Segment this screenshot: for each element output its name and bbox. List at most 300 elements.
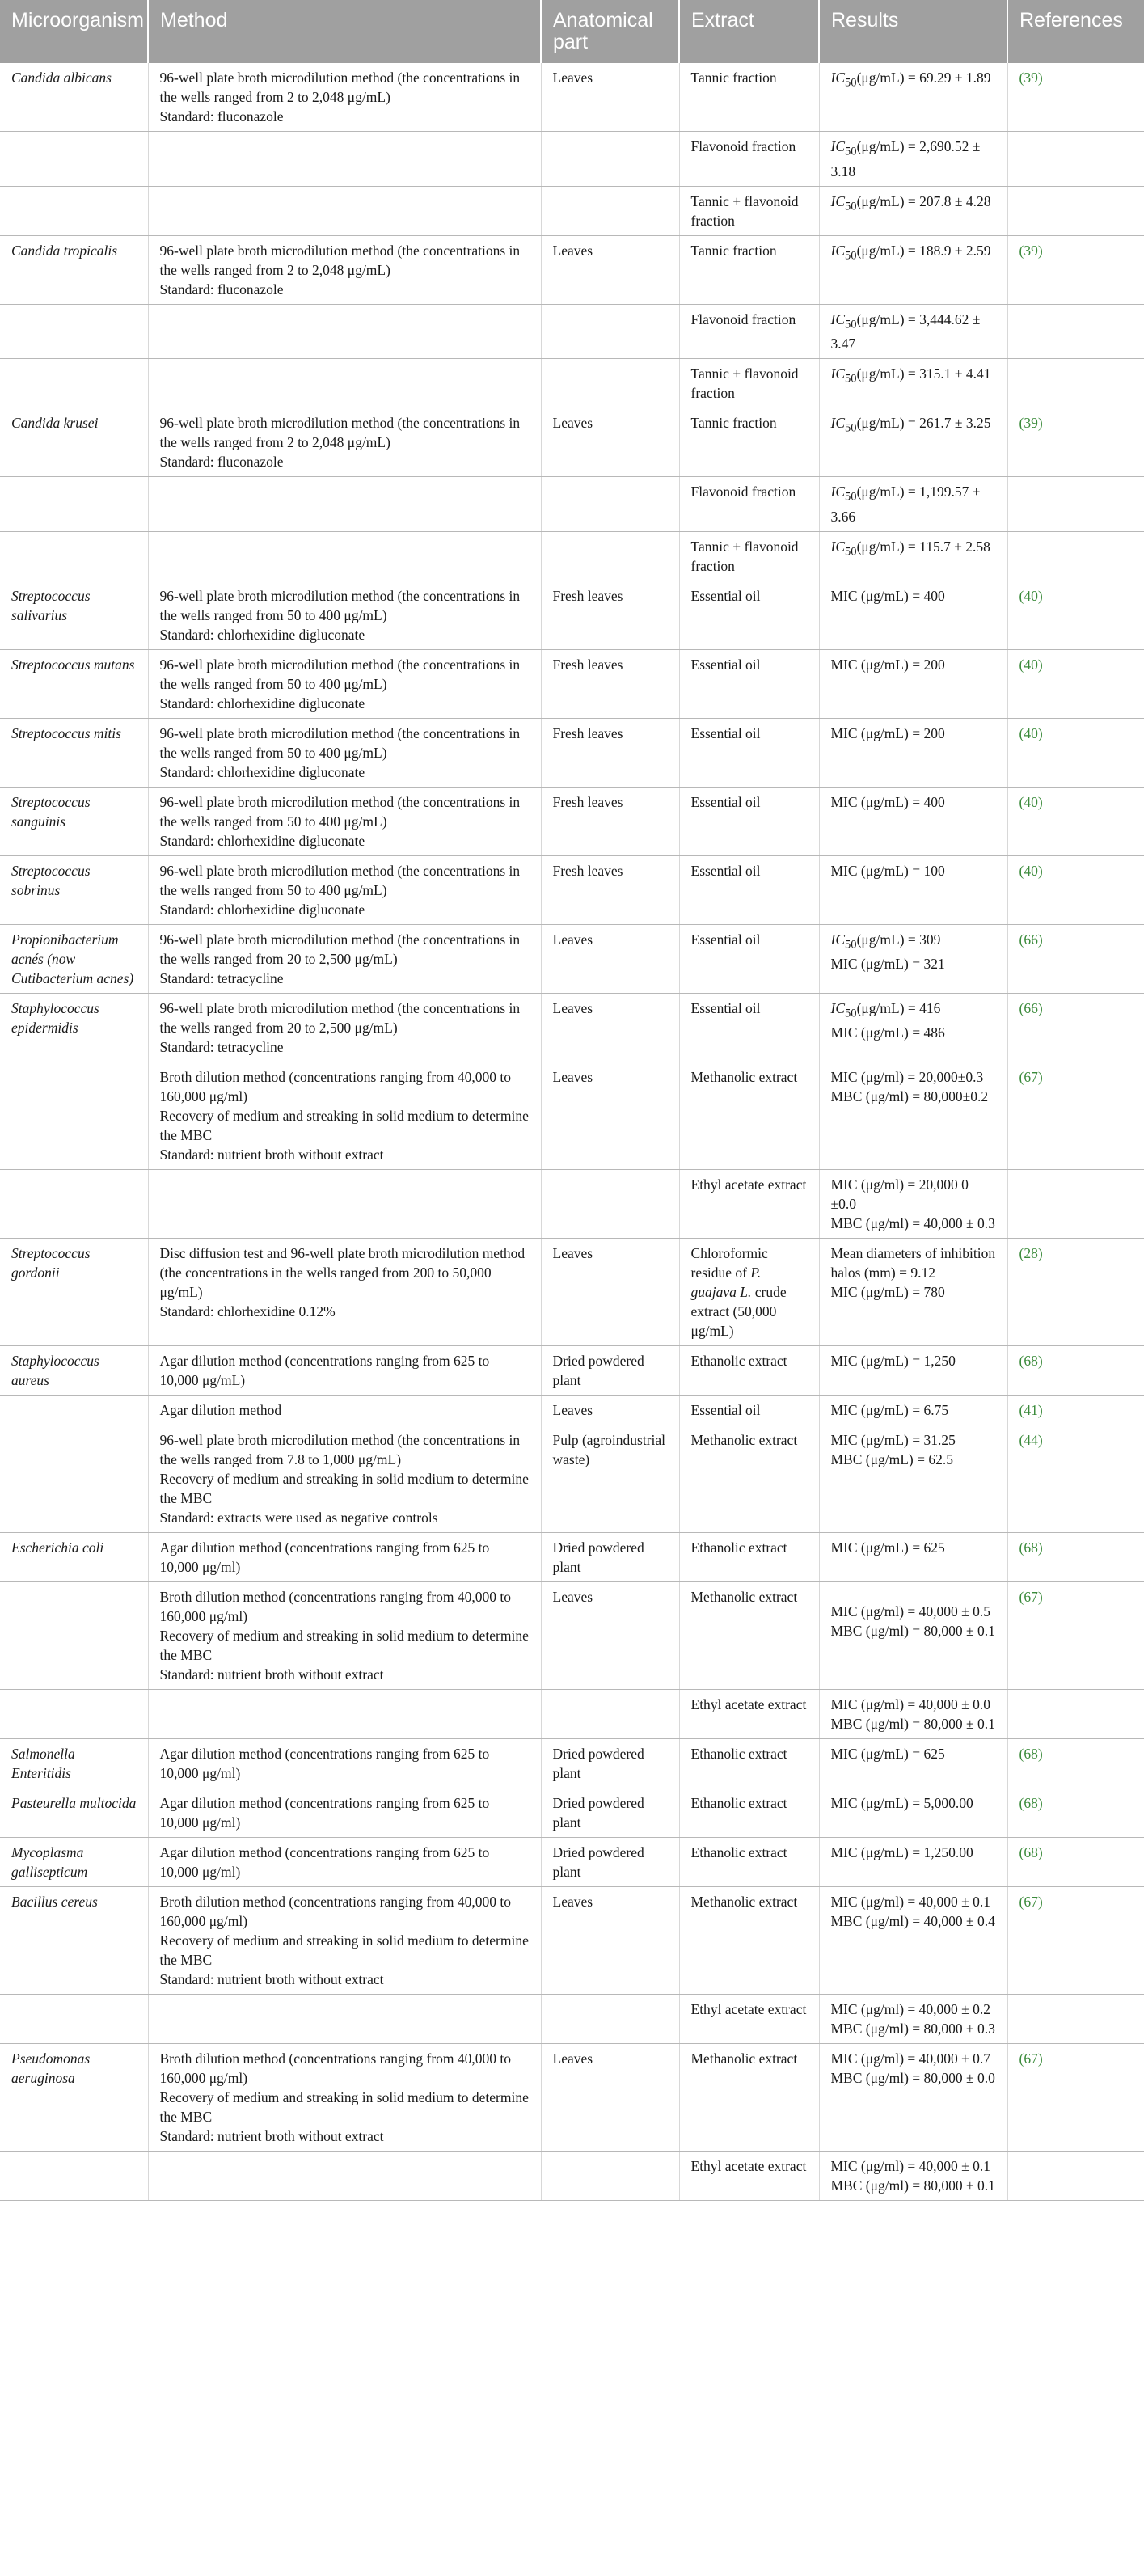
cell-results: [819, 477, 1007, 532]
cell-results: [819, 186, 1007, 235]
result-line: [831, 1602, 998, 1621]
cell-reference: [1007, 304, 1144, 359]
result-value: MBC (μg/ml) = 40,000 ± 0.3: [830, 1214, 995, 1231]
result-value: (μg/mL) = 261.7 ± 3.25: [856, 415, 991, 431]
cell-method: Disc diffusion test and 96-well plate broth microdilution method (the concentrations in the wells ranged from 200 to 50,000 μg/mL) Standard: chlorhexidine 0.12%: [148, 1238, 541, 1345]
result-line: [831, 861, 998, 880]
cell-microorganism: Streptococcus salivarius: [0, 581, 148, 649]
cell-microorganism: [0, 304, 148, 359]
cell-results: [819, 1788, 1007, 1837]
cell-results: [819, 1425, 1007, 1532]
cell-extract: Flavonoid fraction: [679, 132, 819, 187]
cell-method: 96-well plate broth microdilution method (the concentrations in the wells ranged from 2 to 2,048 μg/mL) Standard: fluconazole: [148, 63, 541, 132]
reference-link[interactable]: (68): [1007, 1837, 1144, 1886]
cell-extract: Tannic + flavonoid fraction: [679, 531, 819, 581]
table-row: [0, 1169, 1144, 1238]
cell-results: [819, 132, 1007, 187]
result-value: MBC (μg/ml) = 40,000 ± 0.4: [830, 1912, 995, 1929]
cell-microorganism: [0, 1425, 148, 1532]
cell-results: [819, 787, 1007, 855]
result-line: [831, 1538, 998, 1557]
cell-microorganism: Candida albicans: [0, 63, 148, 132]
ic50-symbol: IC: [830, 310, 845, 327]
cell-results: [819, 359, 1007, 408]
result-value: MIC (μg/mL) = 100: [830, 862, 945, 879]
reference-link[interactable]: (40): [1007, 649, 1144, 718]
cell-results: [819, 581, 1007, 649]
cell-extract: Essential oil: [679, 855, 819, 924]
cell-microorganism: [0, 1062, 148, 1169]
cell-microorganism: Streptococcus mutans: [0, 649, 148, 718]
cell-microorganism: [0, 531, 148, 581]
cell-anatomical-part: Leaves: [541, 1395, 679, 1425]
table-row: [0, 1238, 1144, 1345]
cell-extract: Methanolic extract: [679, 1062, 819, 1169]
cell-microorganism: Streptococcus gordonii: [0, 1238, 148, 1345]
cell-reference: [1007, 186, 1144, 235]
cell-method: 96-well plate broth microdilution method (the concentrations in the wells ranged from 2 to 2,048 μg/mL) Standard: fluconazole: [148, 408, 541, 477]
result-line: [831, 655, 998, 674]
reference-link[interactable]: (40): [1007, 787, 1144, 855]
ic50-subscript: 50: [845, 1007, 857, 1020]
result-line: [831, 792, 998, 812]
result-value: MIC (μg/mL) = 780: [830, 1283, 945, 1300]
cell-extract: Ethyl acetate extract: [679, 1169, 819, 1238]
reference-link[interactable]: (68): [1007, 1738, 1144, 1788]
cell-extract: Essential oil: [679, 718, 819, 787]
result-line: [831, 1400, 998, 1420]
cell-reference: [1007, 531, 1144, 581]
result-value: MIC (μg/ml) = 40,000 ± 0.1: [830, 1893, 991, 1910]
cell-method: [148, 477, 541, 532]
result-value: (μg/mL) = 115.7 ± 2.58: [856, 538, 990, 555]
cell-extract: Ethanolic extract: [679, 1788, 819, 1837]
ic50-symbol: IC: [830, 999, 845, 1016]
cell-extract: Tannic + flavonoid fraction: [679, 359, 819, 408]
cell-anatomical-part: Dried powdered plant: [541, 1532, 679, 1581]
result-line: [831, 2068, 998, 2088]
result-line: [831, 1621, 998, 1641]
cell-results: [819, 1395, 1007, 1425]
result-line: [831, 1892, 998, 1911]
table-header-row: [0, 0, 1144, 63]
cell-extract: Ethyl acetate extract: [679, 2151, 819, 2200]
cell-results: [819, 235, 1007, 304]
cell-microorganism: Streptococcus mitis: [0, 718, 148, 787]
cell-results: [819, 649, 1007, 718]
cell-method: 96-well plate broth microdilution method (the concentrations in the wells ranged from 50 to 400 μg/mL) Standard: chlorhexidine digluconate: [148, 718, 541, 787]
result-value: MIC (μg/mL) = 625: [830, 1539, 945, 1556]
cell-results: [819, 1062, 1007, 1169]
table-body: [0, 63, 1144, 2200]
table-row: [0, 1062, 1144, 1169]
table-row: [0, 993, 1144, 1062]
cell-extract: Flavonoid fraction: [679, 477, 819, 532]
result-value: MIC (μg/mL) = 5,000.00: [830, 1794, 973, 1811]
cell-anatomical-part: Leaves: [541, 924, 679, 993]
table-row: [0, 304, 1144, 359]
cell-method: 96-well plate broth microdilution method (the concentrations in the wells ranged from 50 to 400 μg/mL) Standard: chlorhexidine digluconate: [148, 787, 541, 855]
cell-reference: [1007, 477, 1144, 532]
table-row: [0, 235, 1144, 304]
cell-anatomical-part: Leaves: [541, 235, 679, 304]
cell-results: [819, 63, 1007, 132]
cell-anatomical-part: Leaves: [541, 408, 679, 477]
result-value: (μg/mL) = 416: [856, 999, 941, 1016]
cell-results: [819, 1345, 1007, 1395]
reference-link[interactable]: (66): [1007, 993, 1144, 1062]
ic50-symbol: IC: [830, 538, 845, 555]
cell-extract: Ethyl acetate extract: [679, 1994, 819, 2043]
cell-reference: [1007, 359, 1144, 408]
cell-method: 96-well plate broth microdilution method (the concentrations in the wells ranged from 20 to 2,500 μg/mL) Standard: tetracycline: [148, 993, 541, 1062]
result-value: MIC (μg/mL) = 321: [830, 956, 945, 972]
cell-microorganism: [0, 1994, 148, 2043]
cell-anatomical-part: [541, 531, 679, 581]
cell-method: 96-well plate broth microdilution method (the concentrations in the wells ranged from 20 to 2,500 μg/mL) Standard: tetracycline: [148, 924, 541, 993]
result-line: [831, 1282, 998, 1302]
cell-results: [819, 993, 1007, 1062]
result-line: [831, 1351, 998, 1370]
cell-anatomical-part: Dried powdered plant: [541, 1837, 679, 1886]
ic50-symbol: IC: [830, 192, 845, 209]
result-line: [831, 537, 998, 562]
cell-anatomical-part: [541, 1994, 679, 2043]
result-value: (μg/mL) = 69.29 ± 1.89: [856, 70, 991, 86]
result-value: MIC (μg/mL) = 200: [830, 724, 945, 741]
cell-method: 96-well plate broth microdilution method (the concentrations in the wells ranged from 50 to 400 μg/mL) Standard: chlorhexidine digluconate: [148, 855, 541, 924]
cell-anatomical-part: Fresh leaves: [541, 718, 679, 787]
reference-link[interactable]: (39): [1007, 63, 1144, 132]
cell-reference: [1007, 2151, 1144, 2200]
ic50-symbol: IC: [830, 931, 845, 948]
result-line: [831, 68, 998, 93]
table-row: [0, 787, 1144, 855]
ic50-subscript: 50: [845, 145, 857, 158]
cell-extract: Essential oil: [679, 1395, 819, 1425]
cell-method: [148, 132, 541, 187]
cell-method: Agar dilution method (concentrations ranging from 625 to 10,000 μg/ml): [148, 1738, 541, 1788]
cell-microorganism: Propionibacterium acnés (now Cutibacterium acnes): [0, 924, 148, 993]
ic50-subscript: 50: [845, 249, 857, 262]
cell-anatomical-part: Leaves: [541, 2043, 679, 2151]
ic50-subscript: 50: [845, 76, 857, 90]
header-extract: Extract: [679, 0, 819, 63]
cell-extract: Flavonoid fraction: [679, 304, 819, 359]
result-value: MIC (μg/ml) = 40,000 ± 0.5: [830, 1603, 991, 1620]
cell-extract: Methanolic extract: [679, 1886, 819, 1994]
result-line: [831, 724, 998, 743]
result-line: [831, 930, 998, 955]
result-line: [831, 310, 998, 354]
cell-extract: Tannic fraction: [679, 235, 819, 304]
result-value: MBC (μg/ml) = 80,000 ± 0.1: [830, 1622, 995, 1639]
table-row: [0, 1581, 1144, 1689]
reference-link[interactable]: (44): [1007, 1425, 1144, 1532]
result-value: MIC (μg/mL) = 625: [830, 1745, 945, 1762]
cell-method: Broth dilution method (concentrations ranging from 40,000 to 160,000 μg/ml) Recovery of medium and streaking in solid medium to determine the MBC Standard: nutrient broth without extract: [148, 1886, 541, 1994]
cell-anatomical-part: [541, 186, 679, 235]
table-row: [0, 408, 1144, 477]
cell-microorganism: [0, 1581, 148, 1689]
result-value: MBC (μg/ml) = 80,000 ± 0.3: [830, 2020, 995, 2037]
table-row: [0, 855, 1144, 924]
ic50-subscript: 50: [845, 318, 857, 331]
cell-microorganism: Candida tropicalis: [0, 235, 148, 304]
cell-results: [819, 924, 1007, 993]
result-line: [831, 2000, 998, 2019]
result-value: (μg/mL) = 3,444.62 ± 3.47: [830, 310, 981, 352]
reference-link[interactable]: (40): [1007, 855, 1144, 924]
extract-species-name: P. guajava L.: [690, 1264, 762, 1300]
table-row: [0, 477, 1144, 532]
cell-results: [819, 1238, 1007, 1345]
cell-microorganism: Pasteurella multocida: [0, 1788, 148, 1837]
reference-link[interactable]: (67): [1007, 1062, 1144, 1169]
table-row: [0, 1345, 1144, 1395]
cell-method: Agar dilution method (concentrations ranging from 625 to 10,000 μg/ml): [148, 1788, 541, 1837]
table-row: [0, 581, 1144, 649]
ic50-symbol: IC: [830, 138, 845, 154]
cell-extract: Ethanolic extract: [679, 1738, 819, 1788]
cell-anatomical-part: [541, 132, 679, 187]
table-row: [0, 1532, 1144, 1581]
ic50-subscript: 50: [845, 938, 857, 951]
cell-anatomical-part: Fresh leaves: [541, 649, 679, 718]
cell-microorganism: Streptococcus sanguinis: [0, 787, 148, 855]
result-value: MIC (μg/ml) = 40,000 ± 0.7: [830, 2050, 991, 2067]
cell-method: Broth dilution method (concentrations ranging from 40,000 to 160,000 μg/ml) Recovery of medium and streaking in solid medium to determine the MBC Standard: nutrient broth without extract: [148, 1581, 541, 1689]
cell-extract: Tannic fraction: [679, 408, 819, 477]
cell-microorganism: Staphylococcus aureus: [0, 1345, 148, 1395]
cell-reference: [1007, 1169, 1144, 1238]
result-line: [831, 1695, 998, 1714]
header-anatomical-part: Anatomical part: [541, 0, 679, 63]
cell-microorganism: [0, 186, 148, 235]
table-row: [0, 1788, 1144, 1837]
table-row: [0, 359, 1144, 408]
ic50-subscript: 50: [845, 421, 857, 435]
header-method: Method: [148, 0, 541, 63]
reference-link[interactable]: (39): [1007, 408, 1144, 477]
cell-results: [819, 1581, 1007, 1689]
ic50-symbol: IC: [830, 484, 845, 500]
reference-link[interactable]: (40): [1007, 718, 1144, 787]
cell-anatomical-part: [541, 359, 679, 408]
reference-link[interactable]: (39): [1007, 235, 1144, 304]
cell-results: [819, 2151, 1007, 2200]
result-value: MIC (μg/mL) = 400: [830, 793, 945, 810]
cell-results: [819, 1994, 1007, 2043]
cell-method: [148, 1169, 541, 1238]
cell-results: [819, 531, 1007, 581]
cell-microorganism: [0, 1689, 148, 1738]
cell-microorganism: Candida krusei: [0, 408, 148, 477]
header-results: Results: [819, 0, 1007, 63]
cell-extract: Methanolic extract: [679, 2043, 819, 2151]
reference-link[interactable]: (66): [1007, 924, 1144, 993]
cell-extract: Essential oil: [679, 787, 819, 855]
result-value: MIC (μg/mL) = 400: [830, 587, 945, 604]
result-line: [831, 413, 998, 438]
cell-anatomical-part: Fresh leaves: [541, 787, 679, 855]
ic50-subscript: 50: [845, 490, 857, 504]
table-row: [0, 649, 1144, 718]
result-value: MIC (μg/ml) = 40,000 ± 0.2: [830, 2000, 991, 2017]
cell-anatomical-part: Leaves: [541, 1581, 679, 1689]
result-value: MIC (μg/mL) = 200: [830, 656, 945, 673]
cell-microorganism: Streptococcus sobrinus: [0, 855, 148, 924]
cell-results: [819, 1886, 1007, 1994]
ic50-subscript: 50: [845, 372, 857, 386]
reference-link[interactable]: (67): [1007, 2043, 1144, 2151]
result-line: [831, 2049, 998, 2068]
table-row: [0, 2151, 1144, 2200]
table-row: [0, 63, 1144, 132]
result-value: MIC (μg/mL) = 1,250.00: [830, 1843, 973, 1860]
cell-extract: Tannic + flavonoid fraction: [679, 186, 819, 235]
cell-anatomical-part: Dried powdered plant: [541, 1738, 679, 1788]
cell-method: Broth dilution method (concentrations ranging from 40,000 to 160,000 μg/ml) Recovery of medium and streaking in solid medium to determine the MBC Standard: nutrient broth without extract: [148, 2043, 541, 2151]
table-row: [0, 186, 1144, 235]
result-line: [831, 1714, 998, 1734]
cell-reference: [1007, 1994, 1144, 2043]
reference-link[interactable]: (67): [1007, 1581, 1144, 1689]
table-row: [0, 924, 1144, 993]
cell-microorganism: [0, 1395, 148, 1425]
result-line: [831, 1244, 998, 1282]
cell-results: [819, 304, 1007, 359]
ic50-symbol: IC: [830, 242, 845, 259]
cell-extract: Methanolic extract: [679, 1425, 819, 1532]
result-line: [831, 482, 998, 526]
result-line: [831, 1744, 998, 1763]
ic50-subscript: 50: [845, 545, 857, 558]
cell-anatomical-part: [541, 304, 679, 359]
cell-anatomical-part: Fresh leaves: [541, 581, 679, 649]
result-line: [831, 1023, 998, 1042]
ic50-subscript: 50: [845, 200, 857, 213]
cell-method: [148, 1689, 541, 1738]
result-value: (μg/mL) = 207.8 ± 4.28: [856, 192, 991, 209]
cell-method: 96-well plate broth microdilution method (the concentrations in the wells ranged from 7.8 to 1,000 μg/mL) Recovery of medium and streaking in solid medium to determine the MBC Standard: extracts were used as negative controls: [148, 1425, 541, 1532]
result-value: (μg/mL) = 309: [856, 931, 941, 948]
reference-link[interactable]: (68): [1007, 1788, 1144, 1837]
reference-link[interactable]: (68): [1007, 1532, 1144, 1581]
cell-microorganism: Staphylococcus epidermidis: [0, 993, 148, 1062]
table-row: [0, 1837, 1144, 1886]
cell-anatomical-part: [541, 1169, 679, 1238]
cell-method: [148, 1994, 541, 2043]
cell-reference: [1007, 1689, 1144, 1738]
result-line: [831, 1087, 998, 1106]
extract-text-post: crude extract (50,000 μg/mL): [690, 1283, 787, 1339]
cell-anatomical-part: Leaves: [541, 1238, 679, 1345]
reference-link[interactable]: (68): [1007, 1345, 1144, 1395]
result-value: MIC (μg/mL) = 1,250: [830, 1352, 956, 1369]
result-value: Mean diameters of inhibition halos (mm) = 9.12: [830, 1244, 996, 1281]
result-line: [831, 1067, 998, 1087]
cell-microorganism: Pseudomonas aeruginosa: [0, 2043, 148, 2151]
cell-method: [148, 304, 541, 359]
cell-method: Agar dilution method (concentrations ranging from 625 to 10,000 μg/mL): [148, 1345, 541, 1395]
cell-microorganism: Escherichia coli: [0, 1532, 148, 1581]
result-value: MIC (μg/mL) = 6.75: [830, 1401, 949, 1418]
result-value: (μg/mL) = 188.9 ± 2.59: [856, 242, 991, 259]
result-line: [831, 1843, 998, 1862]
cell-anatomical-part: Pulp (agroindustrial waste): [541, 1425, 679, 1532]
result-line: [831, 1911, 998, 1931]
extract-text-pre: Chloroformic residue of: [690, 1244, 768, 1281]
result-value: (μg/mL) = 2,690.52 ± 3.18: [830, 138, 981, 179]
cell-microorganism: [0, 477, 148, 532]
cell-method: [148, 359, 541, 408]
cell-anatomical-part: Leaves: [541, 1062, 679, 1169]
reference-link[interactable]: (28): [1007, 1238, 1144, 1345]
cell-extract: Ethanolic extract: [679, 1532, 819, 1581]
cell-method: Agar dilution method (concentrations ranging from 625 to 10,000 μg/ml): [148, 1837, 541, 1886]
cell-microorganism: [0, 2151, 148, 2200]
table-row: [0, 531, 1144, 581]
cell-reference: [1007, 132, 1144, 187]
ic50-symbol: IC: [830, 365, 845, 382]
cell-extract: Essential oil: [679, 581, 819, 649]
result-line: [831, 2019, 998, 2038]
cell-microorganism: [0, 359, 148, 408]
result-line: [831, 1450, 998, 1469]
cell-extract: Essential oil: [679, 993, 819, 1062]
table-row: [0, 132, 1144, 187]
result-value: MIC (μg/ml) = 40,000 ± 0.0: [830, 1696, 991, 1712]
cell-method: [148, 186, 541, 235]
cell-method: 96-well plate broth microdilution method (the concentrations in the wells ranged from 50 to 400 μg/mL) Standard: chlorhexidine digluconate: [148, 649, 541, 718]
table-row: [0, 718, 1144, 787]
cell-anatomical-part: [541, 1689, 679, 1738]
cell-anatomical-part: [541, 477, 679, 532]
ic50-symbol: IC: [830, 415, 845, 431]
cell-results: [819, 2043, 1007, 2151]
reference-link[interactable]: (41): [1007, 1395, 1144, 1425]
cell-results: [819, 1169, 1007, 1238]
cell-method: 96-well plate broth microdilution method (the concentrations in the wells ranged from 2 to 2,048 μg/mL) Standard: fluconazole: [148, 235, 541, 304]
result-line: [831, 2156, 998, 2176]
cell-extract: Tannic fraction: [679, 63, 819, 132]
cell-microorganism: [0, 132, 148, 187]
result-value: MBC (μg/ml) = 80,000 ± 0.1: [830, 2177, 995, 2194]
cell-method: Agar dilution method: [148, 1395, 541, 1425]
result-value: MBC (μg/ml) = 80,000 ± 0.1: [830, 1715, 995, 1732]
result-value: MIC (μg/mL) = 31.25: [830, 1431, 956, 1448]
cell-results: [819, 855, 1007, 924]
result-value: (μg/mL) = 1,199.57 ± 3.66: [830, 484, 981, 525]
cell-anatomical-part: Dried powdered plant: [541, 1345, 679, 1395]
cell-microorganism: Bacillus cereus: [0, 1886, 148, 1994]
cell-method: [148, 531, 541, 581]
result-value: MBC (μg/ml) = 80,000 ± 0.0: [830, 2069, 995, 2086]
result-line: [831, 137, 998, 181]
result-line: [831, 1430, 998, 1450]
table-row: [0, 1886, 1144, 1994]
result-value: MIC (μg/ml) = 20,000 0 ±0.0: [830, 1176, 969, 1212]
cell-results: [819, 1532, 1007, 1581]
table-row: [0, 1738, 1144, 1788]
cell-extract: Ethyl acetate extract: [679, 1689, 819, 1738]
reference-link[interactable]: (67): [1007, 1886, 1144, 1994]
cell-method: Broth dilution method (concentrations ranging from 40,000 to 160,000 μg/ml) Recovery of medium and streaking in solid medium to determine the MBC Standard: nutrient broth without extract: [148, 1062, 541, 1169]
cell-anatomical-part: Leaves: [541, 993, 679, 1062]
result-line: [831, 1214, 998, 1233]
reference-link[interactable]: (40): [1007, 581, 1144, 649]
